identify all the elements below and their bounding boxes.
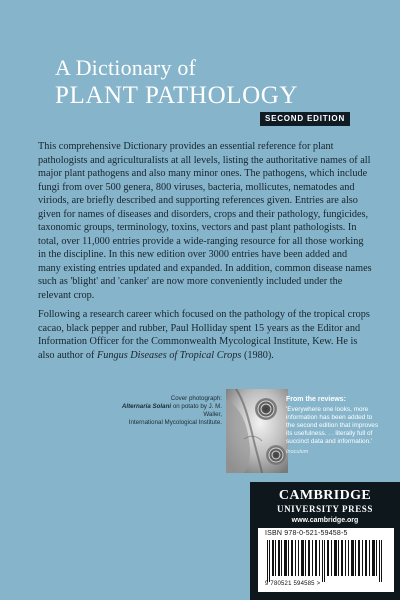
description-paragraph-1: This comprehensive Dictionary provides an essential reference for plant pathologists and agriculturalists at all levels, listing the authoritative names of all major plant pathogens and also many minor ones. The pathogens, which include fungi from over 500 genera, 800 viruses, bacteria, mollicutes, nematodes and viriods, are briefly described and supporting references given. Entries are also given for names of diseases and disorders, crops and their pathology, fungicides, taxonomic groups, terminology, toxins, vectors and past plant pathologists. In total, over 11,000 entries provide a wide-ranging resource for all those working in the discipline. In this new edition over 3000 entries have been added and many existing entries updated and expanded. In addition, common disease names such as 'blight' and 'canker' are now more conveniently included under the relevant crop. — [38, 141, 372, 301]
reviews-box — [286, 396, 382, 456]
caption-detail: on potato by J. M. Waller, — [171, 403, 222, 418]
cover-photo-image — [226, 389, 288, 473]
caption-institution: International Mycological Institute. — [128, 419, 222, 426]
caption-species: Alternaria Solani — [121, 403, 172, 410]
book-reference-year: (1980). — [241, 349, 274, 361]
caption-line — [102, 403, 222, 419]
review-source: Inoculum — [286, 449, 309, 455]
book-reference: Fungus Diseases of Tropical Crops — [96, 349, 242, 361]
caption-label: Cover photograph: — [170, 395, 222, 402]
publisher-website: www.cambridge.org — [291, 517, 359, 524]
edition-badge: SECOND EDITION — [260, 112, 350, 126]
title-line-1: A Dictionary of — [55, 55, 197, 80]
barcode-digits: 9 780521 594585 > — [265, 581, 321, 587]
book-title — [55, 56, 355, 110]
description-body — [38, 140, 372, 368]
review-quote: 'Everywhere one looks, more information has been added to the second edition that improves its usefulness. . . literally full of succinct data and information.' — [286, 406, 379, 445]
isbn-label: ISBN 978-0-521-59458-5 — [265, 530, 348, 537]
publisher-name: CAMBRIDGE — [278, 488, 372, 503]
barcode-image — [265, 540, 387, 582]
reviews-heading: From the reviews: — [286, 396, 346, 403]
description-paragraph-2 — [38, 308, 372, 362]
author-bio-text: Following a research career which focused on the pathology of the tropical crops cacao, black pepper and rubber, Paul Holliday spent 15 years as the Editor and Information Officer for the Commonwealth Mycological Institute, Kew. He is also author of — [38, 309, 370, 361]
title-line-2: PLANT PATHOLOGY — [55, 82, 299, 109]
cover-photo-caption — [102, 395, 222, 427]
publisher-press: UNIVERSITY PRESS — [276, 504, 374, 514]
